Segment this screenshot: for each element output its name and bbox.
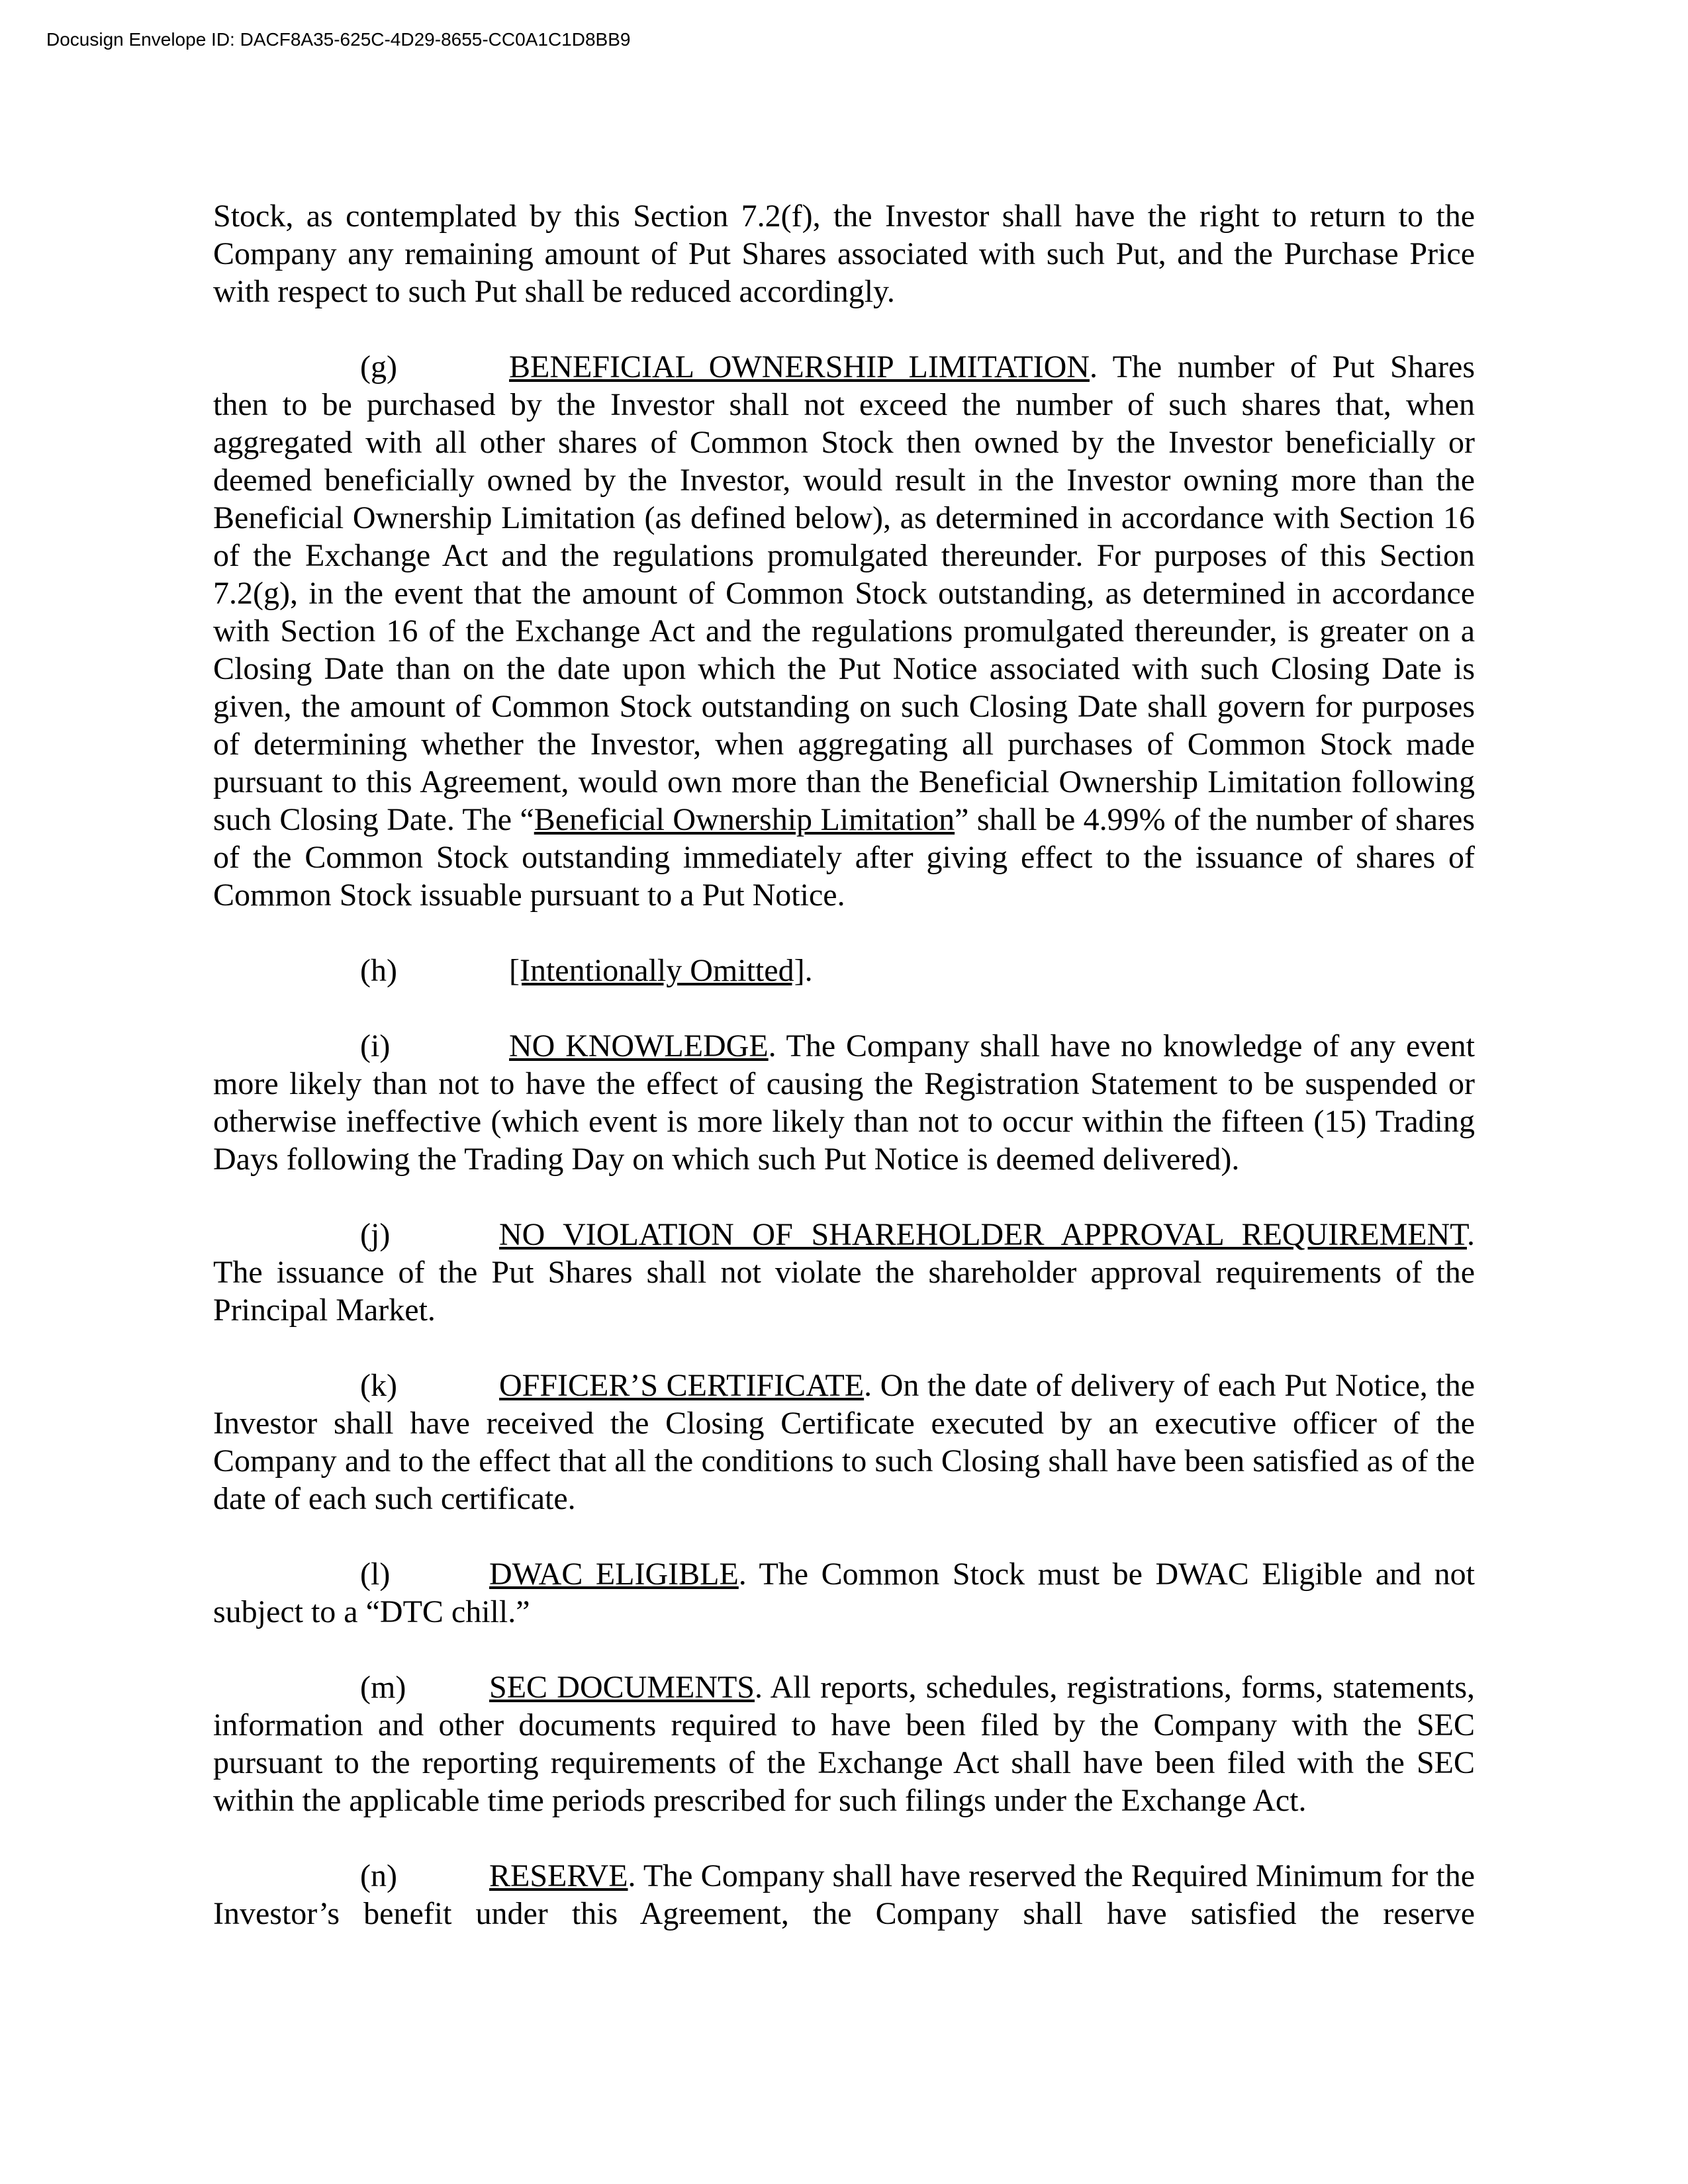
section-i-paragraph [213,1027,1475,1178]
section-k-paragraph [213,1367,1475,1518]
section-l-paragraph [213,1555,1475,1631]
section-m-heading: SEC DOCUMENTS [489,1670,755,1705]
section-g-paragraph [213,348,1475,914]
section-g-defined-term: Beneficial Ownership Limitation [534,802,955,837]
section-i-heading: NO KNOWLEDGE [509,1028,769,1064]
section-g-text-2: ” shall be 4.99% of the number of shares of the Common Stock outstanding immediately after giving effect to the issuance of shares of Common Stock issuable pursuant to a Put Notice. [213,802,1476,913]
section-j-paragraph [213,1216,1475,1329]
docusign-envelope-id: Docusign Envelope ID: DACF8A35-625C-4D29-8655-CC0A1C1D8BB9 [46,29,631,50]
section-l-label: (l) [360,1557,391,1592]
section-h-paragraph [213,952,1475,989]
section-n-paragraph [213,1857,1475,1933]
section-j-label: (j) [360,1217,391,1252]
section-g-text-1: . The number of Put Shares then to be purchased by the Investor shall not exceed the number of such shares that, when aggregated with all other shares of Common Stock then owned by the Investor beneficially or deemed beneficially owned by the Investor, would result in the Investor owning more than the Beneficial Ownership Limitation (as defined below), as determined in accordance with Section 16 of the Exchange Act and the regulations promulgated thereunder. For purposes of this Section 7.2(g), in the event that the amount of Common Stock outstanding, as determined in accordance with Section 16 of the Exchange Act and the regulations promulgated thereunder, is greater on a Closing Date than on the date upon which the Put Notice associated with such Closing Date is given, the amount of Common Stock outstanding on such Closing Date shall govern for purposes of determining whether the Investor, when aggregating all purchases of Common Stock made pursuant to this Agreement, would own more than the Beneficial Ownership Limitation following such Closing Date. The “ [213,349,1475,837]
section-i-text: . The Company shall have no knowledge of any event more likely than not to have the effect of causing the Registration Statement to be suspended or otherwise ineffective (which event is more likely than not to occur within the fifteen (15) Trading Days following the Trading Day on which such Put Notice is deemed delivered). [213,1028,1475,1177]
section-h-heading: [Intentionally Omitted] [509,953,805,988]
intro-paragraph: Stock, as contemplated by this Section 7.2(f), the Investor shall have the right to return to the Company any remaining amount of Put Shares associated with such Put, and the Purchase Price with respect to such Put shall be reduced accordingly. [213,199,1475,309]
section-l-heading: DWAC ELIGIBLE [489,1557,739,1592]
section-h-text: . [804,953,813,988]
section-n-text: . The Company shall have reserved the Required Minimum for the Investor’s benefit under this Agreement, the Company shall have satisfied the reserve [213,1858,1475,1931]
section-g-label: (g) [360,349,397,385]
section-n-label: (n) [360,1858,397,1893]
section-m-text: . All reports, schedules, registrations, forms, statements, information and other documents required to have been filed by the Company with the SEC pursuant to the reporting requirements of the Exchange Act shall have been filed with the SEC within the applicable time periods prescribed for such filings under the Exchange Act. [213,1670,1476,1818]
document-body [213,197,1475,1970]
section-k-label: (k) [360,1368,397,1403]
section-j-text: . The issuance of the Put Shares shall not violate the shareholder approval requirements of the Principal Market. [213,1217,1475,1328]
section-n-heading: RESERVE [489,1858,628,1893]
section-i-label: (i) [360,1028,391,1064]
section-h-label: (h) [360,953,397,988]
section-m-paragraph [213,1668,1475,1819]
section-m-label: (m) [360,1670,406,1705]
section-k-text: . On the date of delivery of each Put Notice, the Investor shall have received the Closing Certificate executed by an executive officer of the Company and to the effect that all the conditions to such Closing shall have been satisfied as of the date of each such certificate. [213,1368,1476,1516]
section-j-heading: NO VIOLATION OF SHAREHOLDER APPROVAL REQUIREMENT [499,1217,1467,1252]
section-l-text: . The Common Stock must be DWAC Eligible and not subject to a “DTC chill.” [213,1557,1475,1629]
section-k-heading: OFFICER’S CERTIFICATE [499,1368,865,1403]
section-g-heading: BENEFICIAL OWNERSHIP LIMITATION [509,349,1090,385]
